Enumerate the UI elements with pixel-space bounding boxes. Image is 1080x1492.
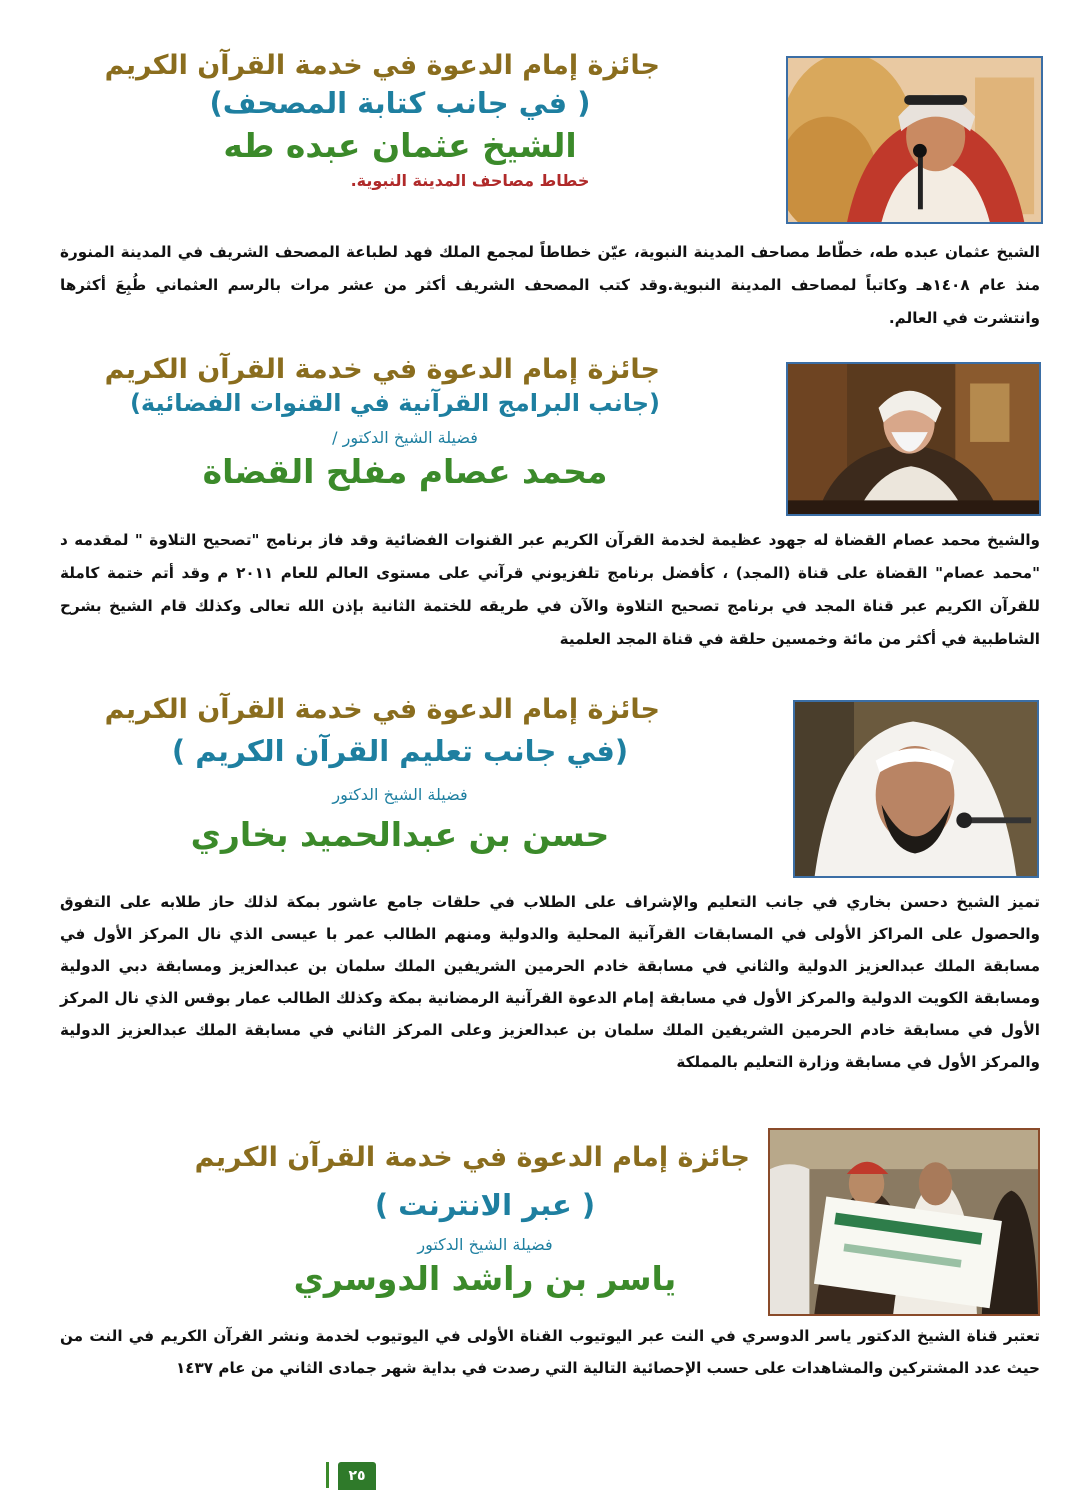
section-body: تميز الشيخ دحسن بخاري في جانب التعليم والإشراف على الطلاب في حلقات جامع عاشور بمكة لذلك حاز طلابه على التفوق والحصول على المراكز الأولى في المسابقات القرآنية المحلية والدولية ومنهم الطالب عمر با عيسى الذي نال المركز الأول في مسابقة الملك عبدالعزيز الدولية والثاني في مسابقة خادم الحرمين الشريفين الملك سلمان بن عبدالعزيز ومسابقة دبي الدولية ومسابقة الكويت الدولية والمركز الأول في مسابقة إمام الدعوة القرآنية الرمضانية بمكة وكذلك الطالب عمار بوقس الذي نال المركز الأول في مسابقة خادم الحرمين الشريفين الملك سلمان بن عبدالعزيز وعلى المركز الثاني في مسابقة الملك عبدالعزيز الدولية والمركز الأول في مسابقة وزارة التعليم بالمملكة (60, 893, 1040, 1071)
section-body: تعتبر قناة الشيخ الدكتور ياسر الدوسري في النت عبر اليوتيوب القناة الأولى في اليوتيوب لخدمة ونشر القرآن الكريم في النت من حيث عدد المشتركين والمشاهدات على حسب الإحصائية التالية التي رصدت في بداية شهر جمادى الثاني من عام ١٤٣٧ (60, 1327, 1040, 1377)
person-name: محمد عصام مفلح القضاة (202, 452, 608, 492)
page-number: ٢٥ (338, 1462, 376, 1490)
award-title: جائزة إمام الدعوة في خدمة القرآن الكريم (104, 50, 660, 81)
section-body: الشيخ عثمان عبده طه، خطّاط مصاحف المدينة النبوية، عيّن خطاطاً لمجمع الملك فهد لطباعة المصحف الشريف في المدينة المنورة منذ عام ١٤٠٨هـ وكاتباً لمصاحف المدينة النبوية.وقد كتب المصحف الشريف أكثر من عشر مرات بالرسم العثماني طُبِعَ أكثرها وانتشرت في العالم. (60, 243, 1040, 327)
award-category: ( عبر الانترنت ) (374, 1188, 596, 1223)
section-heading (104, 692, 660, 858)
honorific-title: فضيلة الشيخ الدكتور (332, 784, 468, 804)
photo-uthman-taha (786, 56, 1043, 224)
award-title: جائزة إمام الدعوة في خدمة القرآن الكريم (104, 354, 660, 385)
honorific-title: فضيلة الشيخ الدكتور / (332, 427, 478, 447)
section-body: والشيخ محمد عصام القضاة له جهود عظيمة لخدمة القرآن الكريم عبر القنوات الفضائية وقد فاز برنامج "تصحيح التلاوة " لمقدمه د "محمد عصام" القضاة على قناة (المجد) ، كأفضل برنامج تلفزيوني قرآني على مستوى العالم للعام ٢٠١١ م وقد أتم ختمة كاملة للقرآن الكريم عبر قناة المجد في برنامج تصحيح التلاوة والآن في طريقه للختمة الثانية بإذن الله تعالى وكذلك قام الشيخ بشرح الشاطبية في أكثر من مائة وخمسين حلقة في قناة المجد العلمية (60, 531, 1040, 648)
honorific-title: فضيلة الشيخ الدكتور (417, 1234, 553, 1254)
award-category: ( في جانب كتابة المصحف) (209, 86, 591, 121)
person-name: حسن بن عبدالحميد بخاري (190, 815, 610, 855)
award-title: جائزة إمام الدعوة في خدمة القرآن الكريم (104, 694, 660, 725)
person-name: الشيخ عثمان عبده طه (223, 125, 577, 165)
photo-hasan-bukhari (793, 700, 1039, 878)
person-name: ياسر بن راشد الدوسري (293, 1259, 677, 1299)
photo-yasser-dossary (768, 1128, 1040, 1316)
page-number-divider (326, 1462, 329, 1488)
section-heading (104, 352, 660, 495)
section-heading (104, 48, 660, 194)
person-role: خطاط مصاحف المدينة النبوية. (350, 171, 590, 191)
photo-mohammad-qudah (786, 362, 1041, 516)
award-category: (في جانب تعليم القرآن الكريم ) (171, 734, 629, 769)
section-heading (194, 1140, 750, 1302)
award-category: (جانب البرامج القرآنية في القنوات الفضائية) (129, 389, 660, 418)
award-title: جائزة إمام الدعوة في خدمة القرآن الكريم (194, 1142, 750, 1173)
